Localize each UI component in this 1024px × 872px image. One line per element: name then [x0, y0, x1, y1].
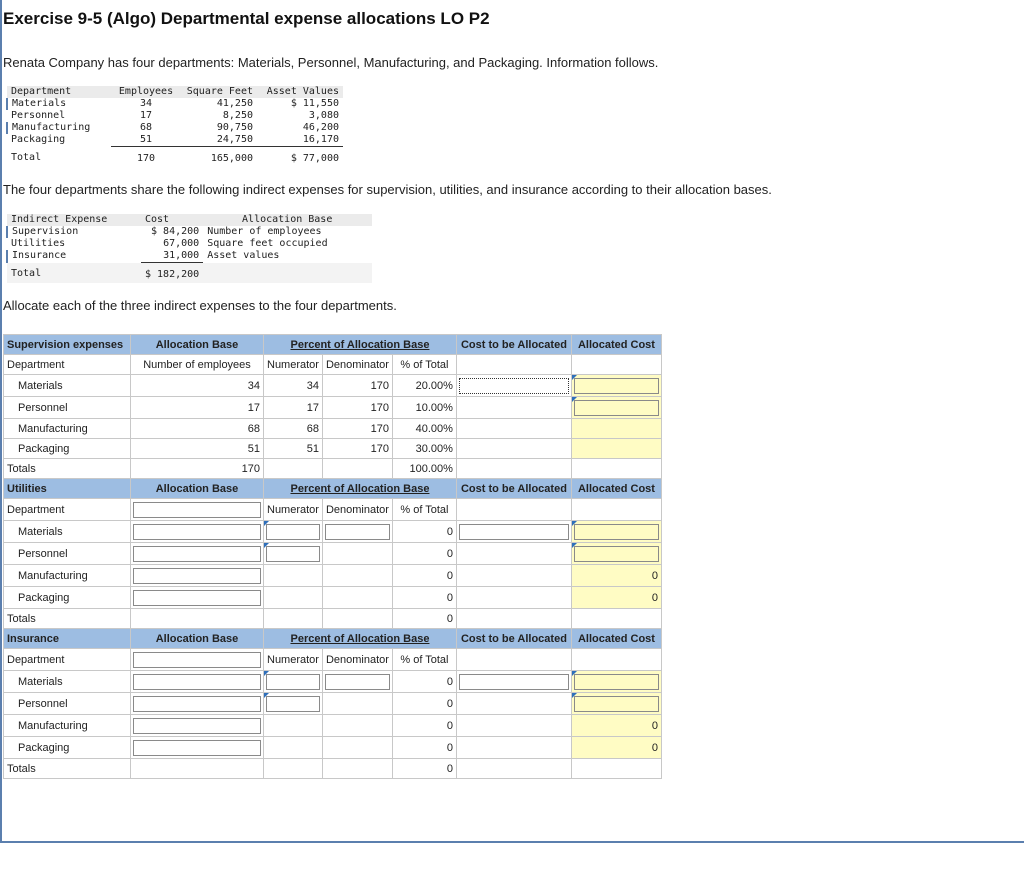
table-row: Materials 0 [4, 521, 662, 543]
table-row: Utilities 67,000 Square feet occupied [11, 238, 328, 249]
department-info-table [6, 86, 343, 167]
allocated-cost-input[interactable] [574, 546, 659, 562]
table-row: Manufacturing 0 0 [4, 715, 662, 737]
numerator-input[interactable] [266, 524, 320, 540]
table-row: Personnel 17 8,250 3,080 [11, 110, 339, 121]
allocation-base-input[interactable] [133, 674, 261, 690]
subheader-row: Department Number of employees Numerator Denominator % of Total [4, 355, 662, 375]
allocated-cost-cell [571, 419, 661, 439]
allocation-base-input[interactable] [133, 546, 261, 562]
table-row: Personnel 0 [4, 543, 662, 565]
intro-text: Renata Company has four departments: Materials, Personnel, Manufacturing, and Packaging. Information follows. [3, 55, 659, 70]
table-row: Manufacturing 68 90,750 46,200 [7, 122, 343, 134]
subheader-row: Department Numerator Denominator % of Total [4, 499, 662, 521]
allocated-cost-value: 0 [571, 587, 661, 609]
section-label-insurance: Insurance [4, 629, 131, 649]
share-text: The four departments share the following indirect expenses for supervision, utilities, and insurance according to their allocation bases. [3, 182, 772, 197]
subheader-row: Department Numerator Denominator % of Total [4, 649, 662, 671]
allocated-cost-input[interactable] [574, 400, 659, 416]
allocated-cost-cell [571, 439, 661, 459]
allocation-base-input[interactable] [133, 590, 261, 606]
allocated-cost-input[interactable] [574, 524, 659, 540]
exercise-title: Exercise 9-5 (Algo) Departmental expense allocations LO P2 [3, 9, 490, 28]
totals-row: Totals 170 100.00% [4, 459, 662, 479]
allocated-cost-input[interactable] [574, 674, 659, 690]
allocation-worksheet [3, 334, 662, 779]
insurance-header-row: Insurance Allocation Base Percent of Allocation Base Cost to be Allocated Allocated Cost [4, 629, 662, 649]
supervision-header-row: Supervision expenses Allocation Base Percent of Allocation Base Cost to be Allocated Allocated Cost [4, 335, 662, 355]
table-row: Materials 0 [4, 671, 662, 693]
table-header-row: Department Employees Square Feet Asset Values [7, 86, 343, 98]
indirect-expense-table [6, 214, 373, 283]
table-row: Personnel 0 [4, 693, 662, 715]
denominator-input[interactable] [325, 674, 390, 690]
utilities-header-row: Utilities Allocation Base Percent of Allocation Base Cost to be Allocated Allocated Cost [4, 479, 662, 499]
allocation-base-input[interactable] [133, 524, 261, 540]
table-row: Packaging 0 0 [4, 587, 662, 609]
allocation-base-input[interactable] [133, 740, 261, 756]
table-header-row: Indirect Expense Cost Allocation Base [7, 214, 372, 226]
allocate-text: Allocate each of the three indirect expenses to the four departments. [3, 298, 397, 313]
numerator-input[interactable] [266, 546, 320, 562]
allocation-base-input[interactable] [133, 718, 261, 734]
page-bottom-rule [0, 841, 1024, 843]
numerator-input[interactable] [266, 696, 320, 712]
table-row: Manufacturing 0 0 [4, 565, 662, 587]
allocated-cost-input[interactable] [574, 378, 659, 394]
table-row: Packaging 51 51 170 30.00% [4, 439, 662, 459]
allocated-cost-value: 0 [571, 737, 661, 759]
allocated-cost-value: 0 [571, 715, 661, 737]
table-total-row: Total $ 182,200 [7, 263, 372, 284]
page-left-rule [0, 0, 2, 842]
table-row: Manufacturing 68 68 170 40.00% [4, 419, 662, 439]
table-total-row: Total 170 165,000 $ 77,000 [11, 152, 339, 164]
totals-row: Totals 0 [4, 609, 662, 629]
denominator-input[interactable] [325, 524, 390, 540]
table-row: Materials 34 41,250 $ 11,550 [7, 98, 343, 110]
cost-input[interactable] [459, 674, 569, 690]
allocation-base-input[interactable] [133, 696, 261, 712]
cost-input[interactable] [459, 524, 569, 540]
allocation-base-name-input[interactable] [133, 502, 261, 518]
table-row: Insurance 31,000 Asset values [7, 250, 372, 263]
totals-row: Totals 0 [4, 759, 662, 779]
cost-input[interactable] [459, 378, 569, 394]
allocation-base-name-input[interactable] [133, 652, 261, 668]
table-row: Packaging 51 24,750 16,170 [7, 134, 343, 147]
numerator-input[interactable] [266, 674, 320, 690]
allocation-base-input[interactable] [133, 568, 261, 584]
table-row: Personnel 17 17 170 10.00% [4, 397, 662, 419]
allocated-cost-input[interactable] [574, 696, 659, 712]
section-label-supervision: Supervision expenses [4, 335, 131, 355]
table-row: Materials 34 34 170 20.00% [4, 375, 662, 397]
table-row: Supervision $ 84,200 Number of employees [7, 226, 372, 238]
table-row: Packaging 0 0 [4, 737, 662, 759]
allocated-cost-value: 0 [571, 565, 661, 587]
section-label-utilities: Utilities [4, 479, 131, 499]
